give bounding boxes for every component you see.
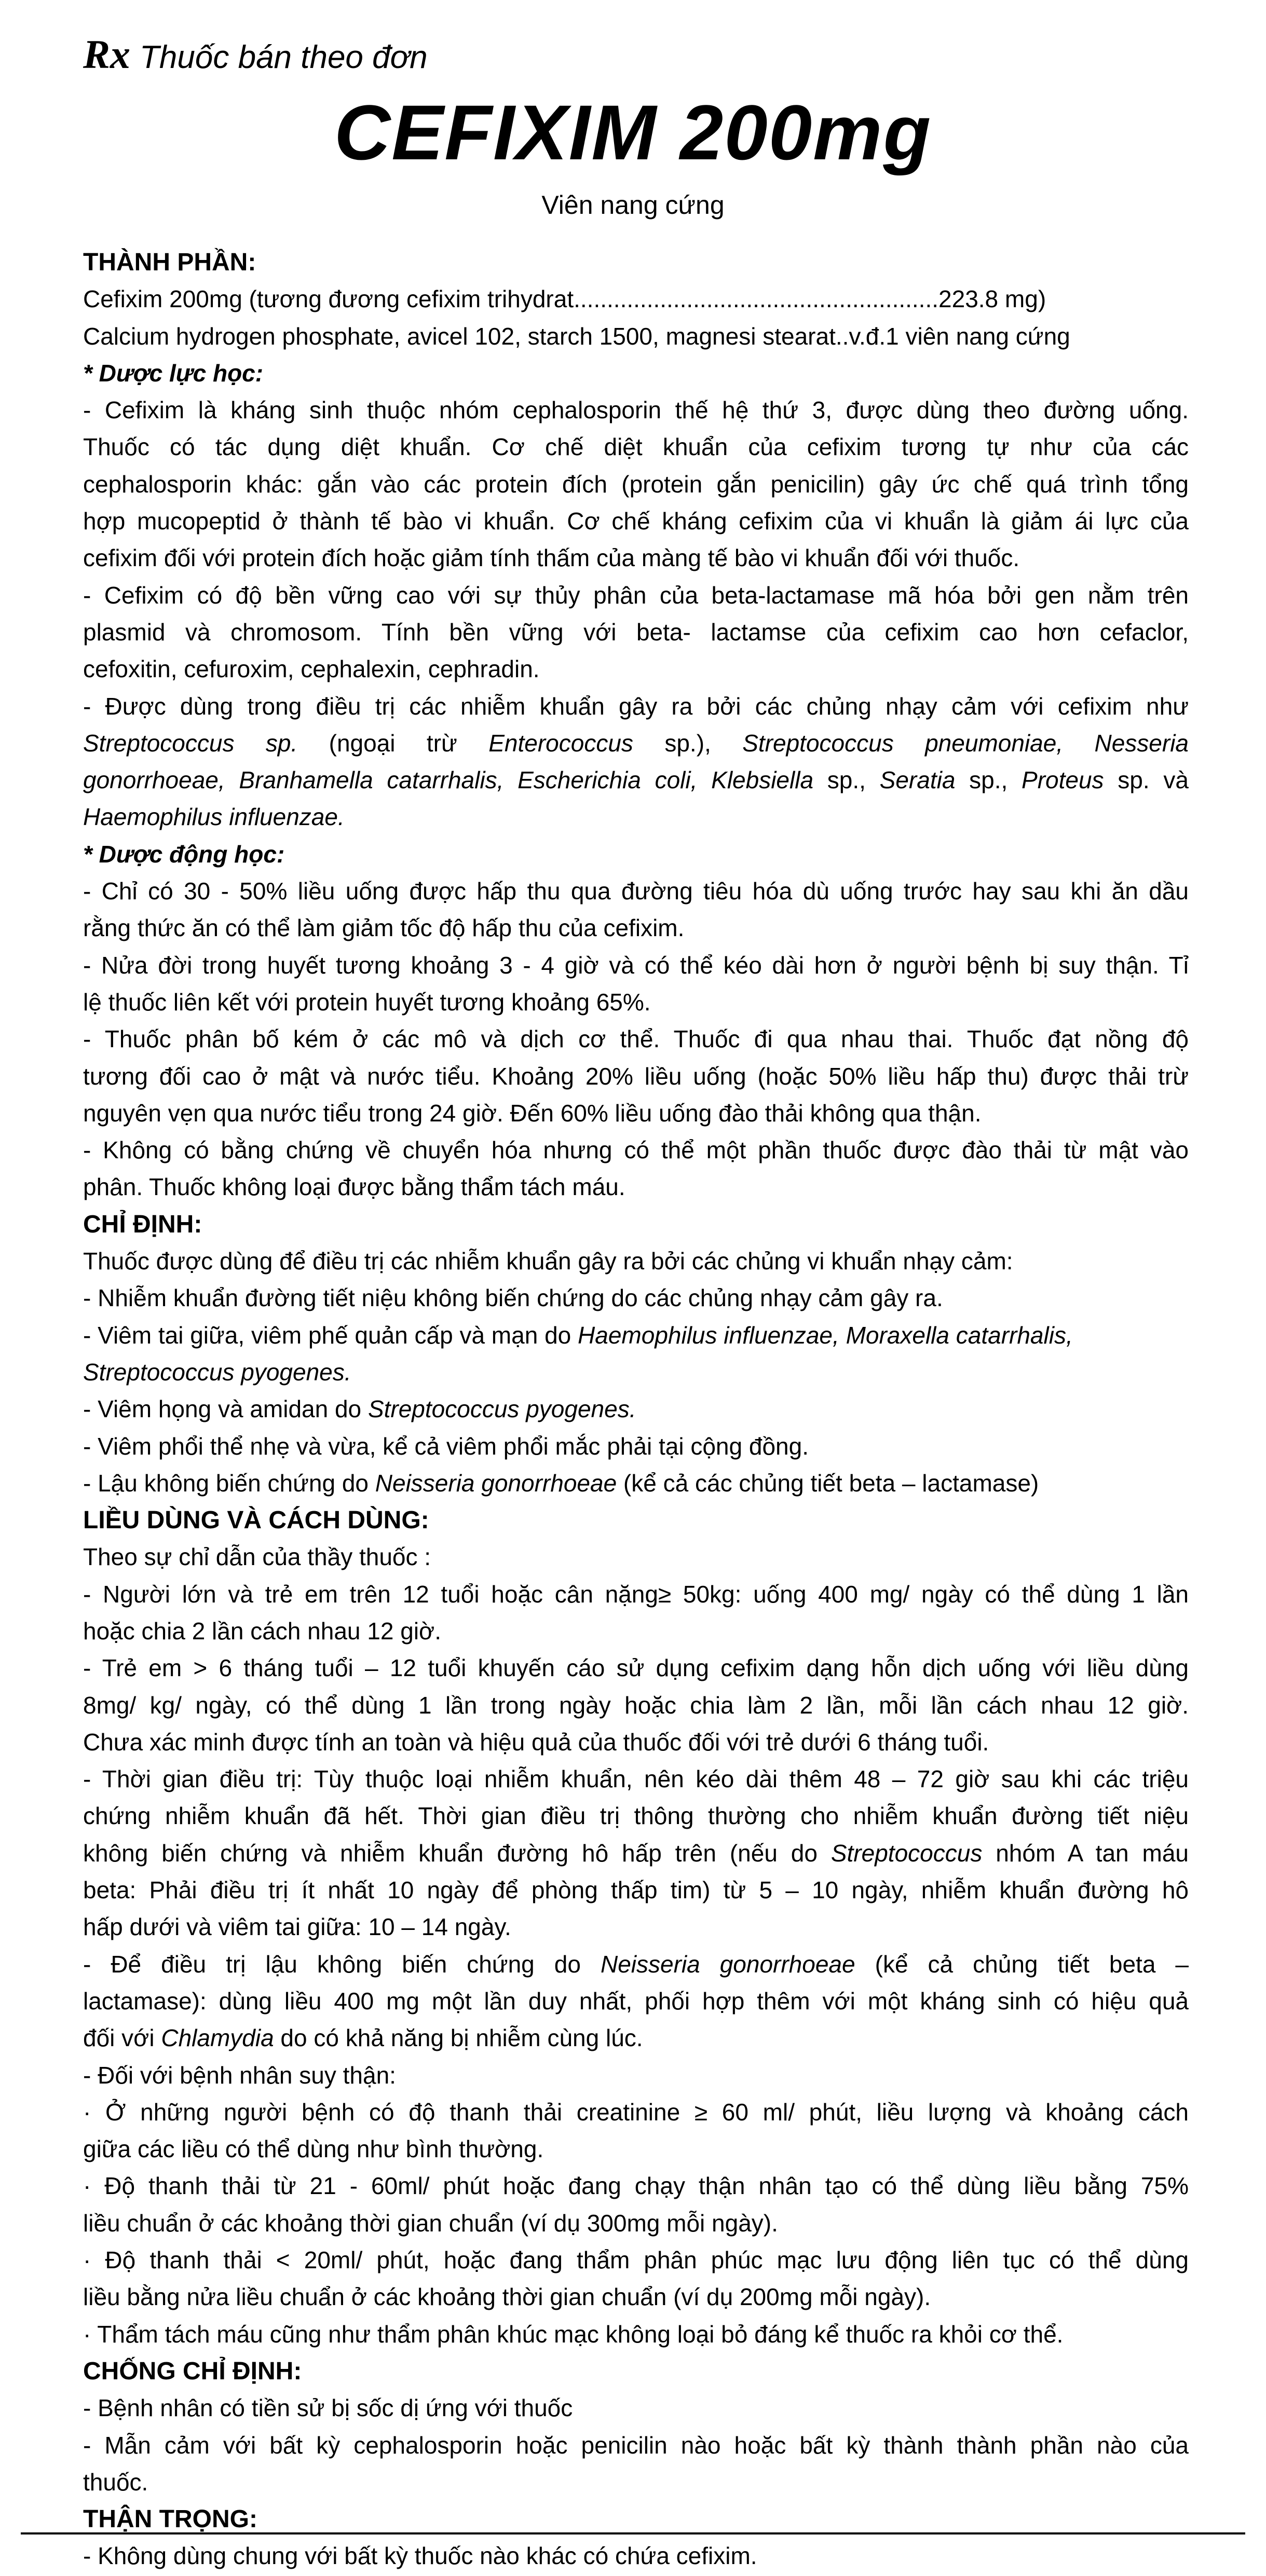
text-line: cephalosporin khác: gắn vào các protein đích (protein gắn penicilin) gây ức chế quá trình tổng xyxy=(83,470,1189,498)
text-line: 8mg/ kg/ ngày, có thể dùng 1 lần trong ngày hoặc chia làm 2 lần, mỗi lần cách nhau 12 giờ. xyxy=(83,1691,1189,1719)
section-heading: THẬN TRỌNG: xyxy=(83,2505,257,2533)
section-heading: CHỈ ĐỊNH: xyxy=(83,1210,202,1238)
text-line: giữa các liều có thể dùng như bình thường. xyxy=(83,2135,544,2163)
text-line: lệ thuốc liên kết với protein huyết tương khoảng 65%. xyxy=(83,988,651,1016)
text-line: gonorrhoeae, Branhamella catarrhalis, Escherichia coli, Klebsiella sp., Seratia sp., Proteus sp. và xyxy=(83,766,1189,794)
text-line: hoặc chia 2 lần cách nhau 12 giờ. xyxy=(83,1617,441,1645)
text-line: - Cefixim có độ bền vững cao với sự thủy phân của beta-lactamase mã hóa bởi gen nằm trên xyxy=(83,581,1189,609)
text-line: cefixim đối với protein đích hoặc giảm tính thấm của màng tế bào vi khuẩn đối với thuốc. xyxy=(83,544,1020,572)
text-line: cefoxitin, cefuroxim, cephalexin, cephradin. xyxy=(83,655,540,683)
prescription-notice xyxy=(83,31,428,78)
text-line: thuốc. xyxy=(83,2468,148,2496)
text-line: - Mẫn cảm với bất kỳ cephalosporin hoặc penicilin nào hoặc bất kỳ thành thành phần nào của xyxy=(83,2431,1189,2459)
text-line: - Nhiễm khuẩn đường tiết niệu không biến chứng do các chủng nhạy cảm gây ra. xyxy=(83,1284,943,1312)
text-line: không biến chứng và nhiễm khuẩn đường hô hấp trên (nếu do Streptococcus nhóm A tan máu xyxy=(83,1839,1189,1867)
text-line: - Đối với bệnh nhân suy thận: xyxy=(83,2061,396,2089)
text-line: - Thuốc phân bố kém ở các mô và dịch cơ thể. Thuốc đi qua nhau thai. Thuốc đạt nồng độ xyxy=(83,1025,1189,1053)
text-line: - Trẻ em > 6 tháng tuổi – 12 tuổi khuyến cáo sử dụng cefixim dạng hỗn dịch uống với liều dùng xyxy=(83,1654,1189,1682)
dosage-form: Viên nang cứng xyxy=(541,190,725,220)
section-heading: LIỀU DÙNG VÀ CÁCH DÙNG: xyxy=(83,1506,429,1534)
text-line: liều bằng nửa liều chuẩn ở các khoảng thời gian chuẩn (ví dụ 200mg mỗi ngày). xyxy=(83,2283,931,2311)
text-line: Thuốc có tác dụng diệt khuẩn. Cơ chế diệt khuẩn của cefixim tương tự như của các xyxy=(83,433,1189,461)
leaflet-body xyxy=(83,244,1189,2575)
text-line: đối với Chlamydia do có khả năng bị nhiễm cùng lúc. xyxy=(83,2024,643,2052)
text-line: hấp dưới và viêm tai giữa: 10 – 14 ngày. xyxy=(83,1913,511,1941)
text-line: Haemophilus influenzae. xyxy=(83,803,345,831)
text-line: hợp mucopeptid ở thành tế bào vi khuẩn. Cơ chế kháng cefixim của vi khuẩn là giảm ái lực của xyxy=(83,508,1189,535)
text-line: Thuốc được dùng để điều trị các nhiễm khuẩn gây ra bởi các chủng vi khuẩn nhạy cảm: xyxy=(83,1248,1013,1275)
text-line: - Không dùng chung với bất kỳ thuốc nào khác có chứa cefixim. xyxy=(83,2542,757,2570)
text-line: · Ở những người bệnh có độ thanh thải creatinine ≥ 60 ml/ phút, liều lượng và khoảng cách xyxy=(83,2098,1189,2126)
section-heading: THÀNH PHẦN: xyxy=(83,249,256,276)
text-line: · Độ thanh thải từ 21 - 60ml/ phút hoặc đang chạy thận nhân tạo có thể dùng liều bằng 75% xyxy=(83,2172,1189,2200)
text-line: Streptococcus pyogenes. xyxy=(83,1358,351,1386)
text-line: - Viêm tai giữa, viêm phế quản cấp và mạn do Haemophilus influenzae, Moraxella catarrhalis, xyxy=(83,1321,1073,1349)
text-line: tương đối cao ở mật và nước tiểu. Khoảng 20% liều uống (hoặc 50% liều hấp thu) được thải trừ xyxy=(83,1062,1189,1090)
text-line: - Được dùng trong điều trị các nhiễm khuẩn gây ra bởi các chủng nhạy cảm với cefixim như xyxy=(83,692,1189,720)
subsection-heading: * Dược động học: xyxy=(83,840,285,868)
text-line: Chưa xác minh được tính an toàn và hiệu quả của thuốc đối với trẻ dưới 6 tháng tuổi. xyxy=(83,1728,989,1756)
text-line: · Độ thanh thải < 20ml/ phút, hoặc đang thẩm phân phúc mạc lưu động liên tục có thể dùng xyxy=(83,2246,1189,2274)
text-line: nguyên vẹn qua nước tiểu trong 24 giờ. Đến 60% liều uống đào thải không qua thận. xyxy=(83,1099,982,1127)
text-line: - Viêm họng và amidan do Streptococcus pyogenes. xyxy=(83,1395,636,1423)
text-line: - Không có bằng chứng về chuyển hóa nhưng có thể một phần thuốc được đào thải từ mật vào xyxy=(83,1136,1189,1164)
text-line: lactamase): dùng liều 400 mg một lần duy nhất, phối hợp thêm với một kháng sinh có hiệu quả xyxy=(83,1987,1189,2015)
text-line: - Chỉ có 30 - 50% liều uống được hấp thu qua đường tiêu hóa dù uống trước hay sau khi ăn dầu xyxy=(83,878,1189,905)
text-line: phân. Thuốc không loại được bằng thẩm tách máu. xyxy=(83,1173,625,1201)
text-line: Streptococcus sp. (ngoại trừ Enterococcus sp.), Streptococcus pneumoniae, Nesseria xyxy=(83,729,1189,757)
text-line: - Cefixim là kháng sinh thuộc nhóm cephalosporin thế hệ thứ 3, được dùng theo đường uống. xyxy=(83,396,1189,424)
text-line: Calcium hydrogen phosphate, avicel 102, starch 1500, magnesi stearat..v.đ.1 viên nang cứng xyxy=(83,322,1070,350)
text-line: - Lậu không biến chứng do Neisseria gonorrhoeae (kể cả các chủng tiết beta – lactamase) xyxy=(83,1469,1039,1497)
text-line: - Viêm phổi thể nhẹ và vừa, kể cả viêm phổi mắc phải tại cộng đồng. xyxy=(83,1432,809,1460)
text-line: - Bệnh nhân có tiền sử bị sốc dị ứng với thuốc xyxy=(83,2394,573,2422)
prescription-label: Thuốc bán theo đơn xyxy=(140,39,428,75)
text-line: - Để điều trị lậu không biến chứng do Neisseria gonorrhoeae (kể cả chủng tiết beta – xyxy=(83,1950,1189,1978)
text-line: Theo sự chỉ dẫn của thầy thuốc : xyxy=(83,1543,431,1571)
text-line: Cefixim 200mg (tương đương cefixim trihydrat.......................................................223.8 mg) xyxy=(83,285,1046,313)
bottom-divider xyxy=(21,2532,1245,2534)
text-line: beta: Phải điều trị ít nhất 10 ngày để phòng thấp tim) từ 5 – 10 ngày, nhiễm khuẩn đường hô xyxy=(83,1876,1189,1904)
text-line: - Nửa đời trong huyết tương khoảng 3 - 4 giờ và có thể kéo dài hơn ở người bệnh bị suy thận. Tỉ xyxy=(83,951,1189,979)
section-heading: CHỐNG CHỈ ĐỊNH: xyxy=(83,2357,302,2385)
subsection-heading: * Dược lực học: xyxy=(83,359,264,387)
text-line: rằng thức ăn có thể làm giảm tốc độ hấp thu của cefixim. xyxy=(83,914,685,942)
text-line: plasmid và chromosom. Tính bền vững với beta- lactamse của cefixim cao hơn cefaclor, xyxy=(83,618,1189,646)
text-line: · Thẩm tách máu cũng như thẩm phân khúc mạc không loại bỏ đáng kể thuốc ra khỏi cơ thể. xyxy=(83,2320,1064,2348)
rx-symbol: Rx xyxy=(83,32,131,77)
text-line: - Người lớn và trẻ em trên 12 tuổi hoặc cân nặng≥ 50kg: uống 400 mg/ ngày có thể dùng 1 lần xyxy=(83,1580,1189,1608)
text-line: liều chuẩn ở các khoảng thời gian chuẩn (ví dụ 300mg mỗi ngày). xyxy=(83,2209,778,2237)
text-line: - Thời gian điều trị: Tùy thuộc loại nhiễm khuẩn, nên kéo dài thêm 48 – 72 giờ sau khi các triệu xyxy=(83,1765,1189,1793)
text-line: chứng nhiễm khuẩn đã hết. Thời gian điều trị thông thường cho nhiễm khuẩn đường tiết niệu xyxy=(83,1802,1189,1830)
drug-title: CEFIXIM 200mg xyxy=(334,89,932,176)
